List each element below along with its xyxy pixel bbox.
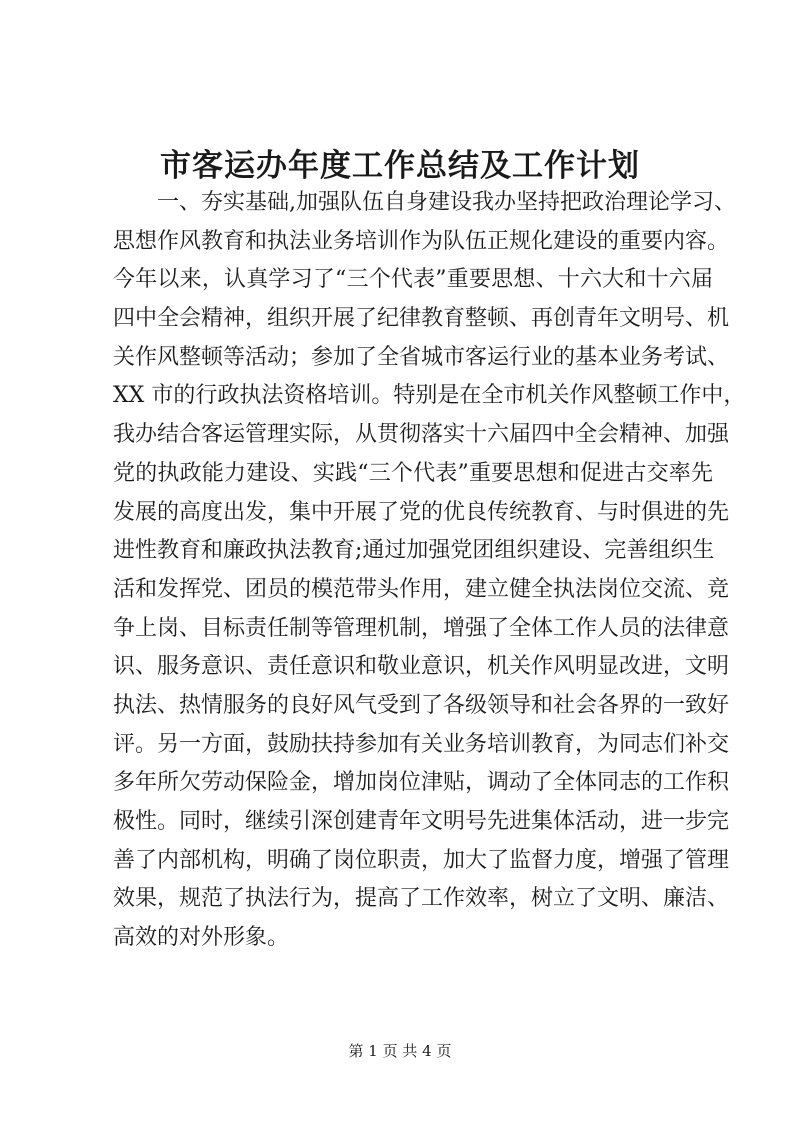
paragraph-line: 进性教育和廉政执法教育;通过加强党团组织建设、完善组织生: [113, 538, 715, 564]
paragraph-line: 党的执政能力建设、实践“三个代表”重要思想和促进古交率先: [113, 460, 713, 486]
paragraph-line: 发展的高度出发，集中开展了党的优良传统教育、与时俱进的先: [113, 499, 730, 525]
paragraph-line: 今年以来，认真学习了“三个代表”重要思想、十六大和十六届: [113, 267, 713, 293]
paragraph-line: 评。另一方面，鼓励扶持参加有关业务培训教育，为同志们补交: [113, 731, 730, 757]
paragraph-line: 活和发挥党、团员的模范带头作用，建立健全执法岗位交流、竞: [113, 576, 730, 602]
paragraph-line: 一、夯实基础,加强队伍自身建设我办坚持把政治理论学习、: [157, 190, 736, 215]
document-title: 市客运办年度工作总结及工作计划: [160, 148, 640, 184]
page-number-footer: 第 1 页 共 4 页: [348, 1042, 452, 1060]
paragraph-line: 关作风整顿等活动；参加了全省城市客运行业的基本业务考试、: [113, 344, 730, 370]
paragraph-line: 我办结合客运管理实际，从贯彻落实十六届四中全会精神、加强: [113, 422, 730, 448]
paragraph-line: 识、服务意识、责任意识和敬业意识，机关作风明显改进，文明: [113, 654, 730, 680]
paragraph-line: 思想作风教育和执法业务培训作为队伍正规化建设的重要内容。: [113, 228, 730, 254]
paragraph-line: XX 市的行政执法资格培训。特别是在全市机关作风整顿工作中，: [113, 383, 746, 409]
body-paragraph: [113, 184, 746, 958]
paragraph-line: 四中全会精神，组织开展了纪律教育整顿、再创青年文明号、机: [113, 306, 730, 332]
paragraph-line: 善了内部机构，明确了岗位职责，加大了监督力度，增强了管理: [113, 847, 730, 873]
paragraph-line: 极性。同时，继续引深创建青年文明号先进集体活动，进一步完: [113, 809, 730, 834]
paragraph-line: 执法、热情服务的良好风气受到了各级领导和社会各界的一致好: [113, 692, 730, 718]
paragraph-line: 效果，规范了执法行为，提高了工作效率，树立了文明、廉洁、: [113, 886, 730, 912]
paragraph-line: 高效的对外形象。: [113, 925, 290, 951]
paragraph-line: 争上岗、目标责任制等管理机制，增强了全体工作人员的法律意: [113, 615, 730, 641]
paragraph-line: 多年所欠劳动保险金，增加岗位津贴，调动了全体同志的工作积: [113, 770, 730, 796]
